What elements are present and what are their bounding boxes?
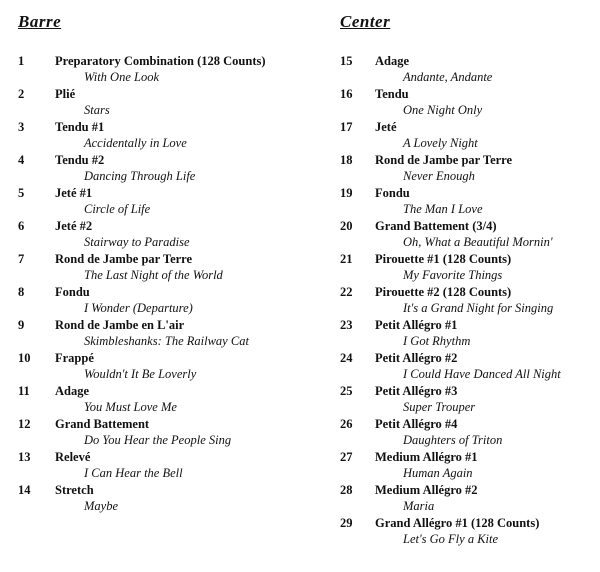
song-title: Let's Go Fly a Kite	[403, 532, 499, 546]
list-item	[18, 186, 318, 219]
list-item	[340, 219, 595, 252]
exercise-name: Jeté	[375, 120, 397, 134]
song-title: The Man I Love	[403, 202, 483, 216]
song-title: Accidentally in Love	[84, 136, 187, 150]
exercise-name: Rond de Jambe par Terre	[375, 153, 513, 167]
list-item	[340, 483, 595, 516]
list-item	[340, 450, 595, 483]
song-title: Super Trouper	[403, 400, 476, 414]
exercise-name: Tendu #2	[55, 153, 105, 167]
exercise-name: Pirouette #2 (128 Counts)	[375, 285, 512, 299]
exercise-name: Grand Battement	[55, 417, 150, 431]
song-title: A Lovely Night	[403, 136, 478, 150]
exercise-name: Petit Allégro #3	[375, 384, 458, 398]
song-title: Circle of Life	[84, 202, 151, 216]
exercise-name: Petit Allégro #2	[375, 351, 458, 365]
list-item	[18, 351, 318, 384]
entry-number: 16	[340, 87, 353, 101]
entry-number: 19	[340, 186, 353, 200]
song-title: Wouldn't It Be Loverly	[84, 367, 197, 381]
exercise-name: Tendu	[375, 87, 409, 101]
entry-number: 29	[340, 516, 353, 530]
exercise-name: Adage	[55, 384, 90, 398]
exercise-name: Relevé	[55, 450, 91, 464]
list-item	[340, 285, 595, 318]
list-item	[340, 318, 595, 351]
list-item	[18, 450, 318, 483]
list-item	[18, 285, 318, 318]
list-item	[18, 87, 318, 120]
song-title: Never Enough	[403, 169, 475, 183]
song-title: The Last Night of the World	[84, 268, 223, 282]
list-item	[340, 87, 595, 120]
entry-number: 13	[18, 450, 31, 464]
song-title: Daughters of Triton	[403, 433, 503, 447]
song-title: Dancing Through Life	[84, 169, 196, 183]
song-title: With One Look	[84, 70, 159, 84]
center-heading: Center	[340, 12, 391, 31]
entry-number: 2	[18, 87, 25, 101]
song-title: Stairway to Paradise	[84, 235, 190, 249]
list-item	[18, 318, 318, 351]
entry-number: 15	[340, 54, 353, 68]
list-item	[340, 417, 595, 450]
entry-number: 12	[18, 417, 31, 431]
barre-list	[18, 54, 318, 516]
song-title: Maybe	[84, 499, 119, 513]
entry-number: 27	[340, 450, 353, 464]
exercise-name: Fondu	[375, 186, 410, 200]
exercise-name: Tendu #1	[55, 120, 105, 134]
list-item	[18, 252, 318, 285]
list-item	[340, 384, 595, 417]
exercise-name: Medium Allégro #2	[375, 483, 478, 497]
list-item	[340, 54, 595, 87]
exercise-name: Stretch	[55, 483, 94, 497]
entry-number: 11	[18, 384, 30, 398]
exercise-name: Grand Battement (3/4)	[375, 219, 497, 233]
exercise-name: Jeté #1	[55, 186, 93, 200]
entry-number: 10	[18, 351, 31, 365]
entry-number: 21	[340, 252, 353, 266]
list-item	[18, 483, 318, 516]
entry-number: 28	[340, 483, 353, 497]
exercise-name: Preparatory Combination (128 Counts)	[55, 54, 266, 68]
list-item	[340, 186, 595, 219]
entry-number: 6	[18, 219, 25, 233]
exercise-name: Adage	[375, 54, 410, 68]
entry-number: 20	[340, 219, 353, 233]
entry-number: 25	[340, 384, 353, 398]
list-item	[18, 417, 318, 450]
entry-number: 23	[340, 318, 353, 332]
list-item	[18, 153, 318, 186]
entry-number: 1	[18, 54, 25, 68]
exercise-name: Rond de Jambe en L'air	[55, 318, 185, 332]
entry-number: 26	[340, 417, 353, 431]
song-title: I Got Rhythm	[403, 334, 471, 348]
list-item	[340, 153, 595, 186]
exercise-name: Medium Allégro #1	[375, 450, 478, 464]
song-title: Human Again	[403, 466, 473, 480]
song-title: I Can Hear the Bell	[84, 466, 183, 480]
entry-number: 24	[340, 351, 353, 365]
song-title: Stars	[84, 103, 110, 117]
exercise-name: Pirouette #1 (128 Counts)	[375, 252, 512, 266]
song-title: I Wonder (Departure)	[84, 301, 193, 315]
entry-number: 9	[18, 318, 25, 332]
list-item	[340, 120, 595, 153]
list-item	[340, 252, 595, 285]
song-title: Andante, Andante	[403, 70, 493, 84]
exercise-name: Grand Allégro #1 (128 Counts)	[375, 516, 540, 530]
entry-number: 4	[18, 153, 25, 167]
entry-number: 22	[340, 285, 353, 299]
list-item	[340, 351, 595, 384]
song-title: You Must Love Me	[84, 400, 177, 414]
list-item	[18, 54, 318, 87]
song-title: My Favorite Things	[403, 268, 503, 282]
list-item	[340, 516, 595, 549]
barre-heading: Barre	[18, 12, 62, 31]
song-title: Skimbleshanks: The Railway Cat	[84, 334, 249, 348]
exercise-name: Petit Allégro #1	[375, 318, 458, 332]
exercise-name: Frappé	[55, 351, 94, 365]
entry-number: 17	[340, 120, 353, 134]
exercise-name: Fondu	[55, 285, 90, 299]
exercise-name: Jeté #2	[55, 219, 93, 233]
song-title: One Night Only	[403, 103, 483, 117]
entry-number: 7	[18, 252, 25, 266]
list-item	[18, 219, 318, 252]
entry-number: 18	[340, 153, 353, 167]
song-title: Do You Hear the People Sing	[84, 433, 232, 447]
song-title: I Could Have Danced All Night	[403, 367, 561, 381]
entry-number: 5	[18, 186, 25, 200]
exercise-name: Plié	[55, 87, 76, 101]
song-title: Maria	[403, 499, 435, 513]
song-title: It's a Grand Night for Singing	[403, 301, 554, 315]
entry-number: 8	[18, 285, 25, 299]
exercise-name: Petit Allégro #4	[375, 417, 458, 431]
entry-number: 3	[18, 120, 25, 134]
exercise-name: Rond de Jambe par Terre	[55, 252, 193, 266]
list-item	[18, 120, 318, 153]
entry-number: 14	[18, 483, 31, 497]
center-list	[340, 54, 595, 549]
song-title: Oh, What a Beautiful Mornin'	[403, 235, 553, 249]
list-item	[18, 384, 318, 417]
